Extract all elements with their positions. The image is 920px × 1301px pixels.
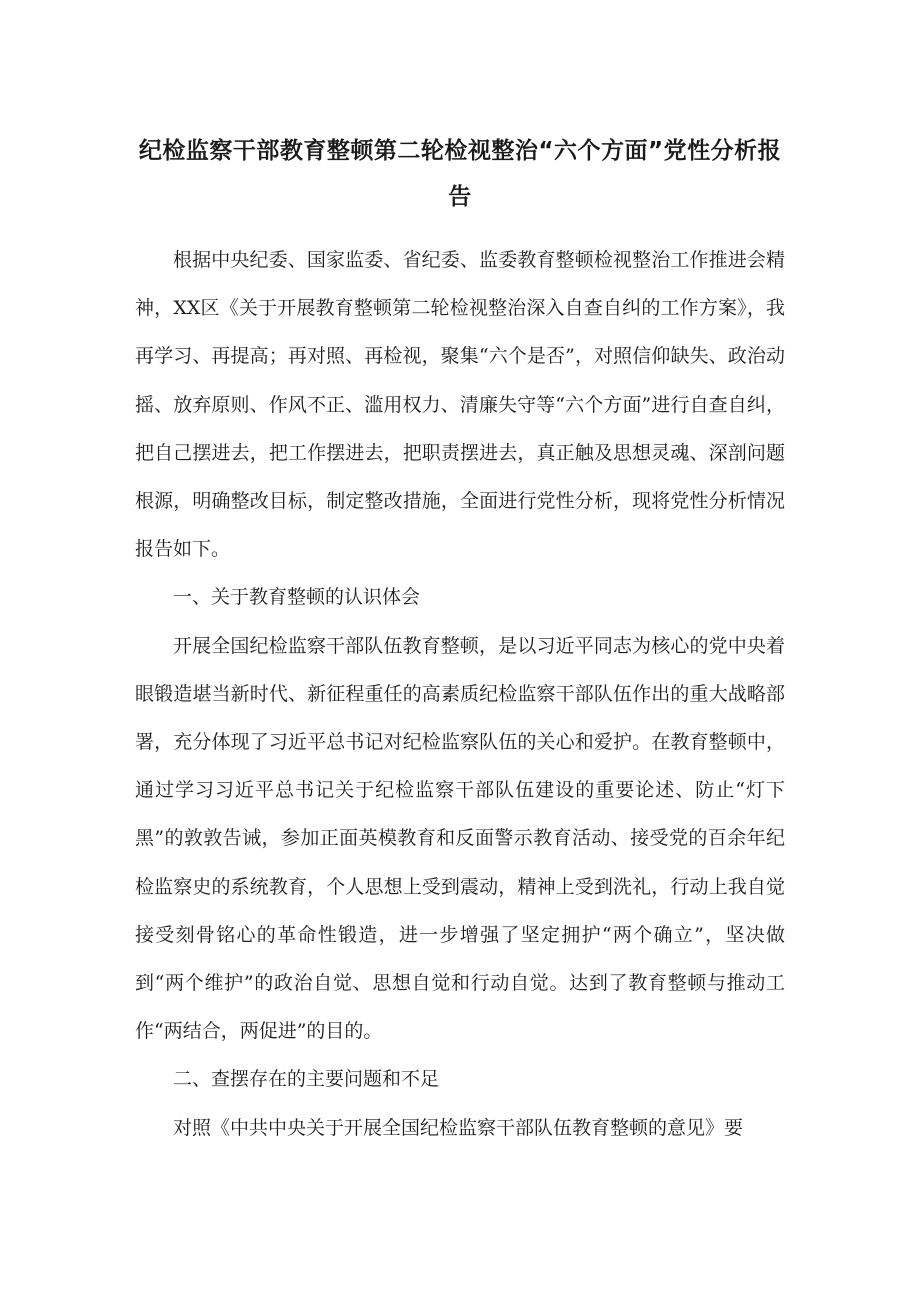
section-heading-1: 一、关于教育整顿的认识体会 <box>173 586 421 609</box>
intro-paragraph: 根据中央纪委、国家监委、省纪委、监委教育整顿检视整治工作推进会精神，XX区《关于开展教育整顿第二轮检视整治深入自查自纠的工作方案》，我再学习、再提高；再对照、再检视，聚集“六个是否”，对照信仰缺失、政治动摇、放弃原则、作风不正、滥用权力、清廉失守等“六个方面”进行自查自纠，把自己摆进去，把工作摆进去，把职责摆进去，真正触及思想灵魂、深剖问题根源，明确整改目标，制定整改措施，全面进行党性分析，现将党性分析情况报告如下。 <box>135 249 785 561</box>
section-heading-2: 二、查摆存在的主要问题和不足 <box>173 1068 440 1091</box>
section-2-paragraph: 对照《中共中央关于开展全国纪检监察干部队伍教育整顿的意见》要 <box>173 1116 744 1139</box>
document-body <box>135 236 785 1152</box>
section-1-paragraph: 开展全国纪检监察干部队伍教育整顿，是以习近平同志为核心的党中央着眼锻造堪当新时代、新征程重任的高素质纪检监察干部队伍作出的重大战略部署，充分体现了习近平总书记对纪检监察队伍的关心和爱护。在教育整顿中，通过学习习近平总书记关于纪检监察干部队伍建设的重要论述、防止“灯下黑”的敦敦告诫，参加正面英模教育和反面警示教育活动、接受党的百余年纪检监察史的系统教育，个人思想上受到震动，精神上受到洗礼，行动上我自觉接受刻骨铭心的革命性锻造，进一步增强了坚定拥护“两个确立”，坚决做到“两个维护”的政治自觉、思想自觉和行动自觉。达到了教育整顿与推动工作“两结合，两促进”的目的。 <box>135 634 785 1043</box>
document-title: 纪检监察干部教育整顿第二轮检视整治“六个方面”党性分析报告 <box>138 138 782 210</box>
